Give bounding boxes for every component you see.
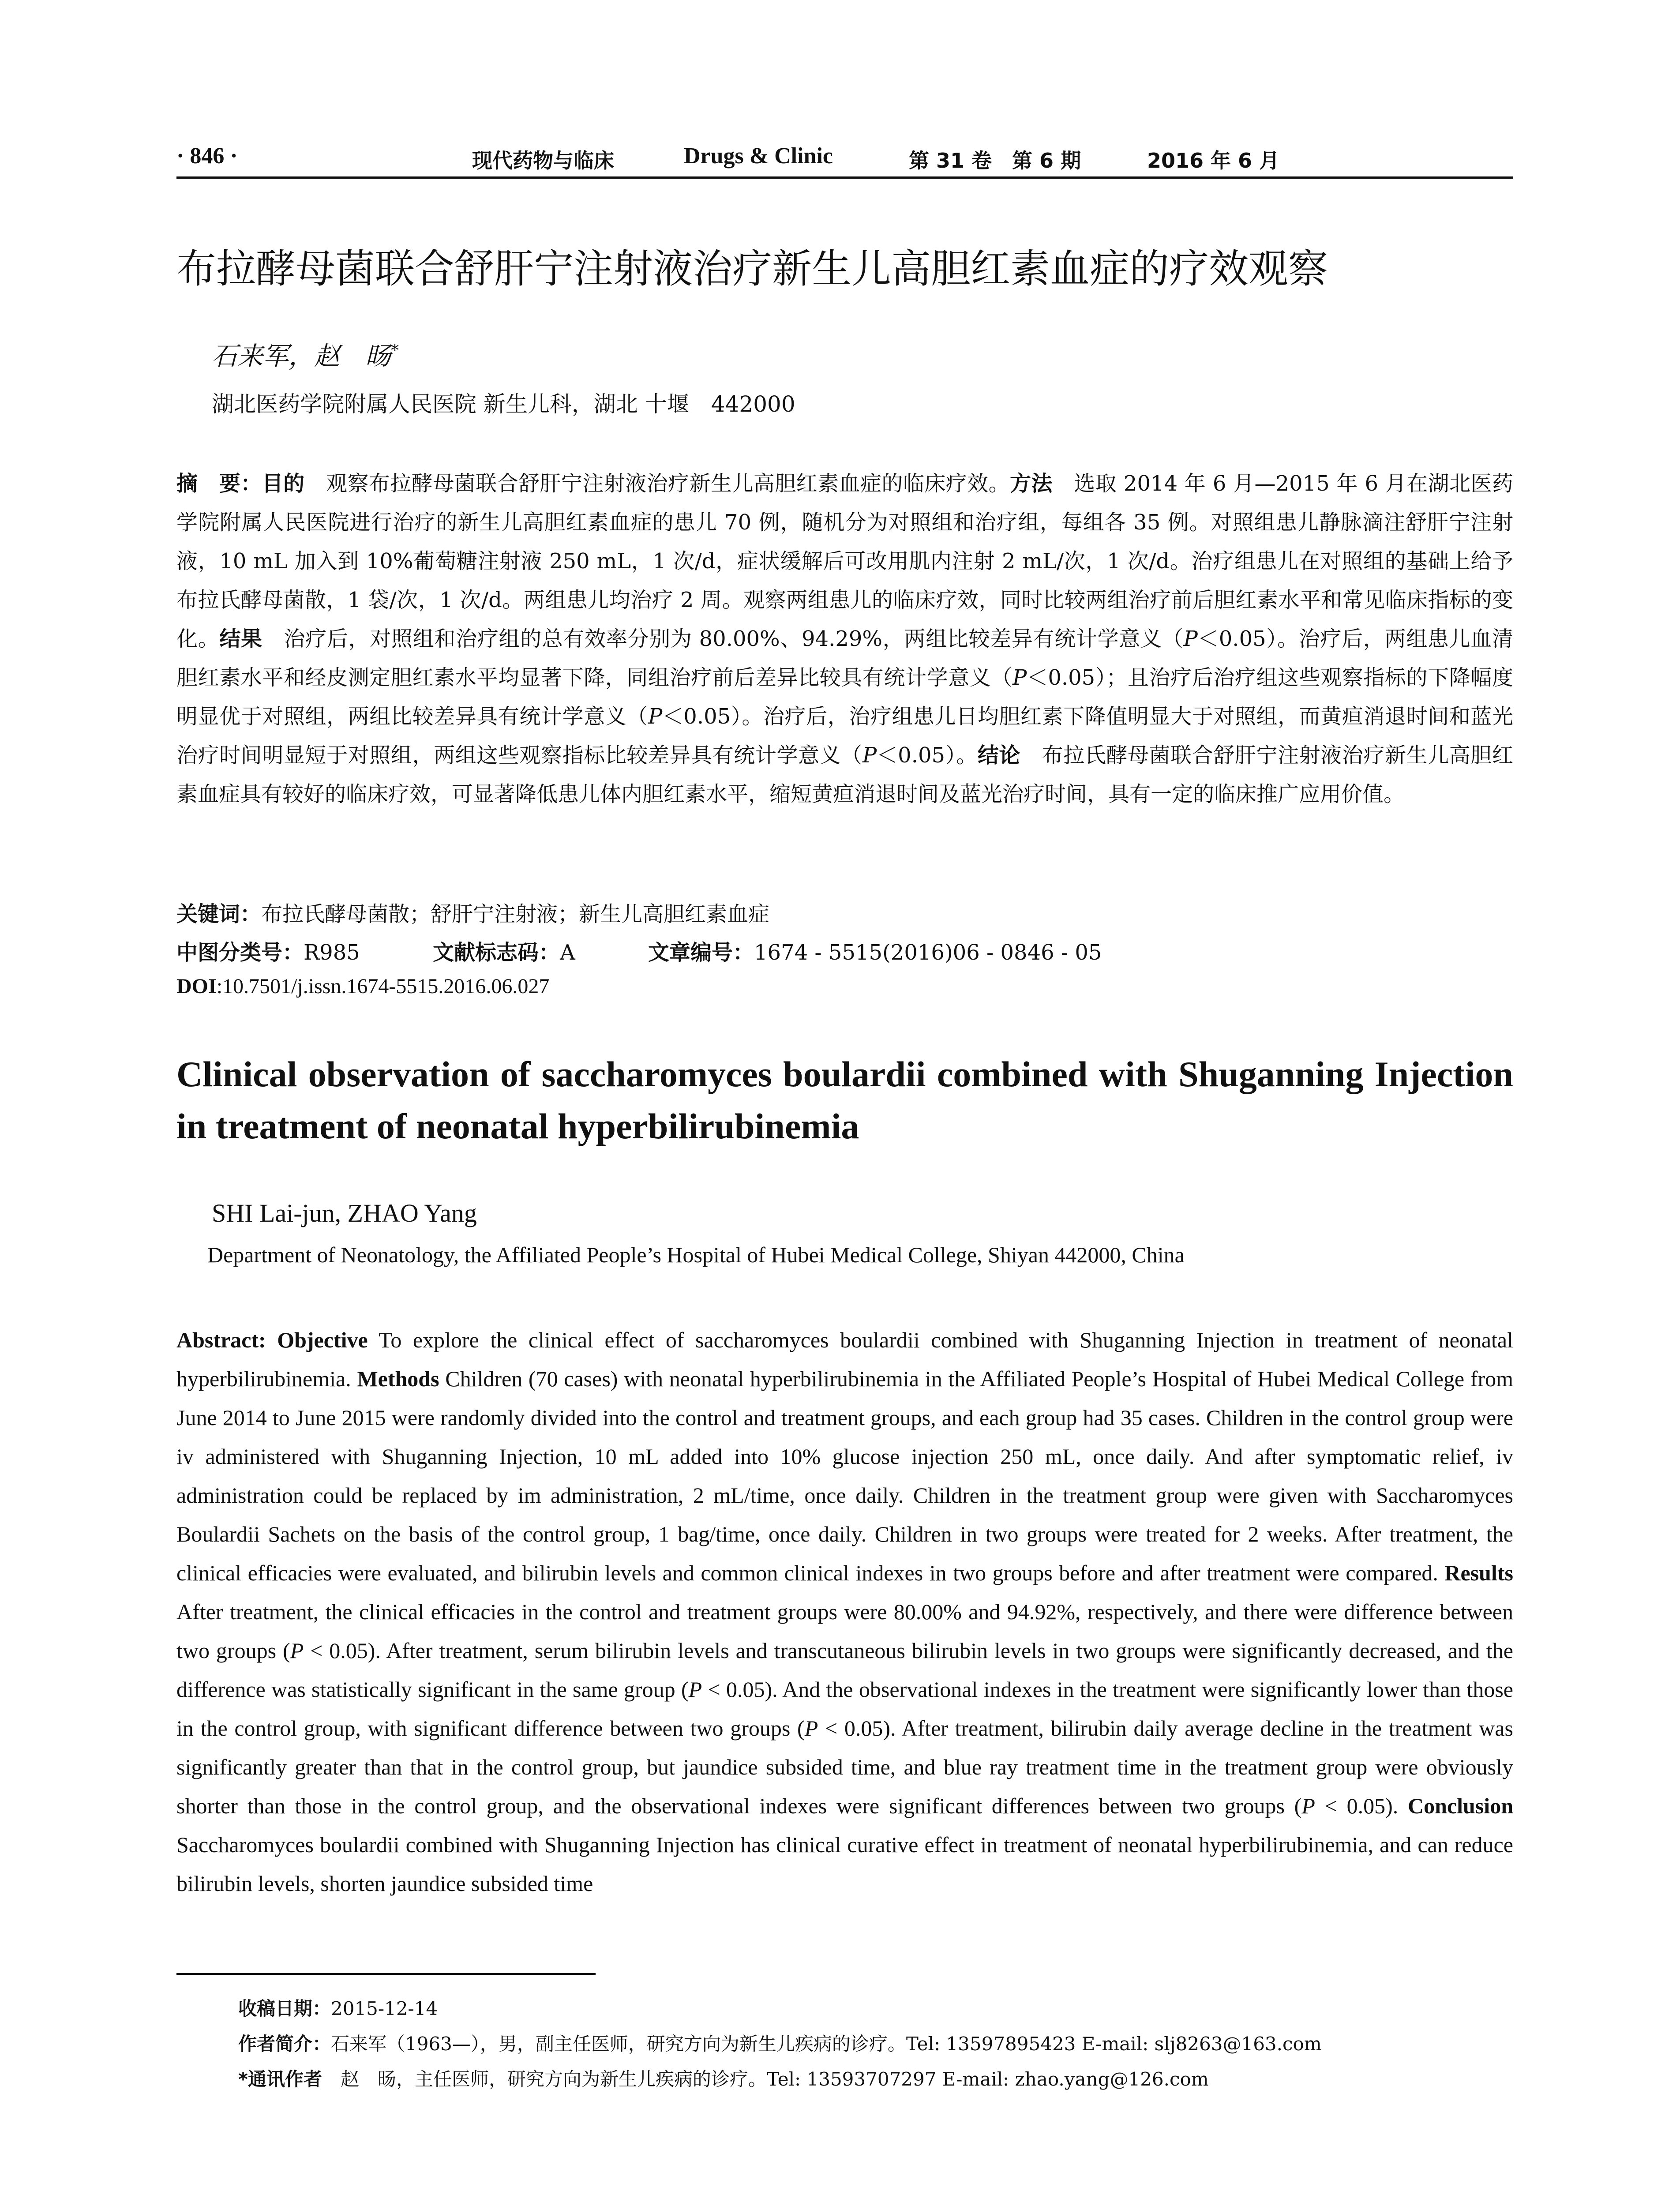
results-text: < 0.05). [1315,1793,1408,1818]
corresponding-label: *通讯作者 [238,2068,322,2090]
english-authors: SHI Lai-jun, ZHAO Yang [212,1199,477,1227]
p-symbol: P [804,1716,818,1741]
abstract-label: 摘 要： [176,471,262,496]
english-title: Clinical observation of saccharomyces boulardii combined with Shuganning Injection in treatment of neonatal hyperbilirubinemia [176,1054,1513,1146]
article-no-field [648,940,1102,965]
conclusion-text: 布拉氏酵母菌联合舒肝宁注射液治疗新生儿高胆红素血症具有较好的临床疗效，可显著降低患儿体内胆红素水平，缩短黄疸消退时间及蓝光治疗时间，具有一定的临床推广应用价值。 [176,743,1513,807]
chinese-abstract [176,464,1513,814]
issue-info: 第 31 卷 第 6 期 [909,149,1081,173]
methods-label: 方法 [1010,471,1053,496]
received-value: 2015-12-14 [331,1998,438,2019]
article-no-value: 1674 - 5515(2016)06 - 0846 - 05 [754,940,1102,965]
methods-label: Methods [357,1366,439,1391]
objective-text: 观察布拉酵母菌联合舒肝宁注射液治疗新生儿高胆红素血症的临床疗效。 [304,471,1010,496]
abstract-objective-label: Abstract: Objective [176,1328,368,1352]
results-label: 结果 [219,627,262,651]
keywords [176,897,769,927]
results-text: < 0.05). After treatment, serum bilirubin levels and transcutaneous bilirubin levels in two groups were significantly decreased, and the difference was statistically significant in the same group ( [176,1638,1513,1702]
conclusion-label: Conclusion [1408,1793,1513,1818]
clc-field [176,940,360,965]
issue-date: 2016 年 6 月 [1147,149,1280,173]
chinese-author-names: 石来军，赵 旸 [212,341,391,371]
conclusion-text: Saccharomyces boulardii combined with Shuganning Injection has clinical curative effect in treatment of neonatal hyperbilirubinemia, and can reduce bilirubin levels, shorten jaundice subsided time [176,1832,1513,1896]
p-symbol: P [1301,1793,1315,1818]
corresponding-text: 赵 旸，主任医师，研究方向为新生儿疾病的诊疗。Tel: 13593707297 E-mail: zhao.yang@126.com [322,2068,1209,2090]
p-symbol: P [688,1677,702,1702]
doc-code-label: 文献标志码： [433,940,560,965]
journal-name-zh: 现代药物与临床 [472,149,614,173]
objective-text: To explore the clinical effect of saccharomyces boulardii combined with Shuganning Injection in treatment of neonatal hyperbilirubinemia. [176,1328,1513,1391]
results-text: ＜0.05）。治疗后，两组患儿血清胆红素水平和经皮测定胆红素水平均显著下降，同组治疗前后差异比较具有统计学意义（ [176,627,1513,690]
journal-name-en: Drugs & Clinic [684,143,833,169]
corresponding-mark: * [391,341,399,360]
footnote-rule [176,1973,596,1975]
keywords-label: 关键词： [176,902,262,927]
conclusion-label: 结论 [977,743,1020,768]
doi-value: :10.7501/j.issn.1674-5515.2016.06.027 [216,975,550,998]
p-symbol: P [290,1638,304,1663]
footnotes [238,1991,1322,2097]
doc-code-value: A [560,940,575,965]
results-text: ＜0.05）。 [877,743,978,768]
corresponding-author [238,2062,1322,2097]
results-text: < 0.05). And the observational indexes in the treatment were significantly lower than those in the control group, with significant difference between two groups ( [176,1677,1513,1741]
author-bio [238,2026,1322,2062]
results-text: 治疗后，对照组和治疗组的总有效率分别为 80.00%、94.29%，两组比较差异有统计学意义（ [262,627,1184,651]
results-text: After treatment, the clinical efficacies in the control and treatment groups were 80.00% and 94.92%, respectively, and there were difference between two groups ( [176,1599,1513,1663]
keywords-text: 布拉氏酵母菌散；舒肝宁注射液；新生儿高胆红素血症 [261,902,770,927]
clc-label: 中图分类号： [176,940,304,965]
header-rule [176,176,1513,179]
doi-label: DOI [176,975,217,998]
doc-code-field [433,940,575,965]
p-symbol: P [862,743,877,768]
chinese-affiliation: 湖北医药学院附属人民医院 新生儿科，湖北 十堰 442000 [212,391,795,417]
results-label: Results [1444,1561,1513,1585]
english-affiliation: Department of Neonatology, the Affiliated People’s Hospital of Hubei Medical College, Shiyan 442000, China [207,1242,1185,1267]
clc-value: R985 [304,940,360,965]
running-head [176,140,1513,176]
p-symbol: P [648,704,663,729]
chinese-authors [212,335,399,372]
methods-text: Children (70 cases) with neonatal hyperbilirubinemia in the Affiliated People’s Hospital of Hubei Medical College from June 2014 to June 2015 were randomly divided into the control and treatment groups, and each group had 35 cases. Children in the control group were iv administered with Shuganning Injection, 10 mL added into 10% glucose injection 250 mL, once daily. And after symptomatic relief, iv administration could be replaced by im administration, 2 mL/time, once daily. Children in the treatment group were given with Saccharomyces Boulardii Sachets on the basis of the control group, 1 bag/time, once daily. Children in two groups were treated for 2 weeks. After treatment, the clinical efficacies were evaluated, and bilirubin levels and common clinical indexes in two groups before and after treatment were compared. [176,1366,1513,1585]
methods-text: 选取 2014 年 6 月—2015 年 6 月在湖北医药学院附属人民医院进行治疗的新生儿高胆红素血症的患儿 70 例，随机分为对照组和治疗组，每组各 35 例。对照组患儿静脉滴注舒肝宁注射液，10 mL 加入到 10%葡萄糖注射液 250 mL，1 次/d，症状缓解后可改用肌内注射 2 mL/次，1 次/d。治疗组患儿在对照组的基础上给予布拉氏酵母菌散，1 袋/次，1 次/d。两组患儿均治疗 2 周。观察两组患儿的临床疗效，同时比较两组治疗前后胆红素水平和常见临床指标的变化。 [176,471,1513,651]
received-date [238,1991,1322,2026]
results-text: ＜0.05）；且治疗后治疗组这些观察指标的下降幅度明显优于对照组，两组比较差异具有统计学意义（ [176,665,1513,729]
p-symbol: P [1183,627,1198,651]
p-symbol: P [1012,665,1027,690]
article-no-label: 文章编号： [648,940,754,965]
doi-line [176,974,549,998]
english-abstract [176,1321,1513,1903]
objective-label: 目的 [262,471,305,496]
results-text: < 0.05). After treatment, bilirubin daily average decline in the treatment was significantly greater than that in the control group, but jaundice subsided time, and blue ray treatment time in the treatment group were obviously shorter than those in the control group, and the observational indexes were significant differences between two groups ( [176,1716,1513,1818]
author-bio-text: 石来军（1963—），男，副主任医师，研究方向为新生儿疾病的诊疗。Tel: 13597895423 E-mail: slj8263@163.com [331,2033,1322,2055]
classification-line [176,935,1168,966]
chinese-title: 布拉酵母菌联合舒肝宁注射液治疗新生儿高胆红素血症的疗效观察 [176,246,1328,292]
received-label: 收稿日期： [238,1998,331,2019]
author-bio-label: 作者简介： [238,2033,331,2055]
page-number: · 846 · [176,143,238,169]
results-text: ＜0.05）。治疗后，治疗组患儿日均胆红素下降值明显大于对照组，而黄疸消退时间和蓝光治疗时间明显短于对照组，两组这些观察指标比较差异具有统计学意义（ [176,704,1513,768]
